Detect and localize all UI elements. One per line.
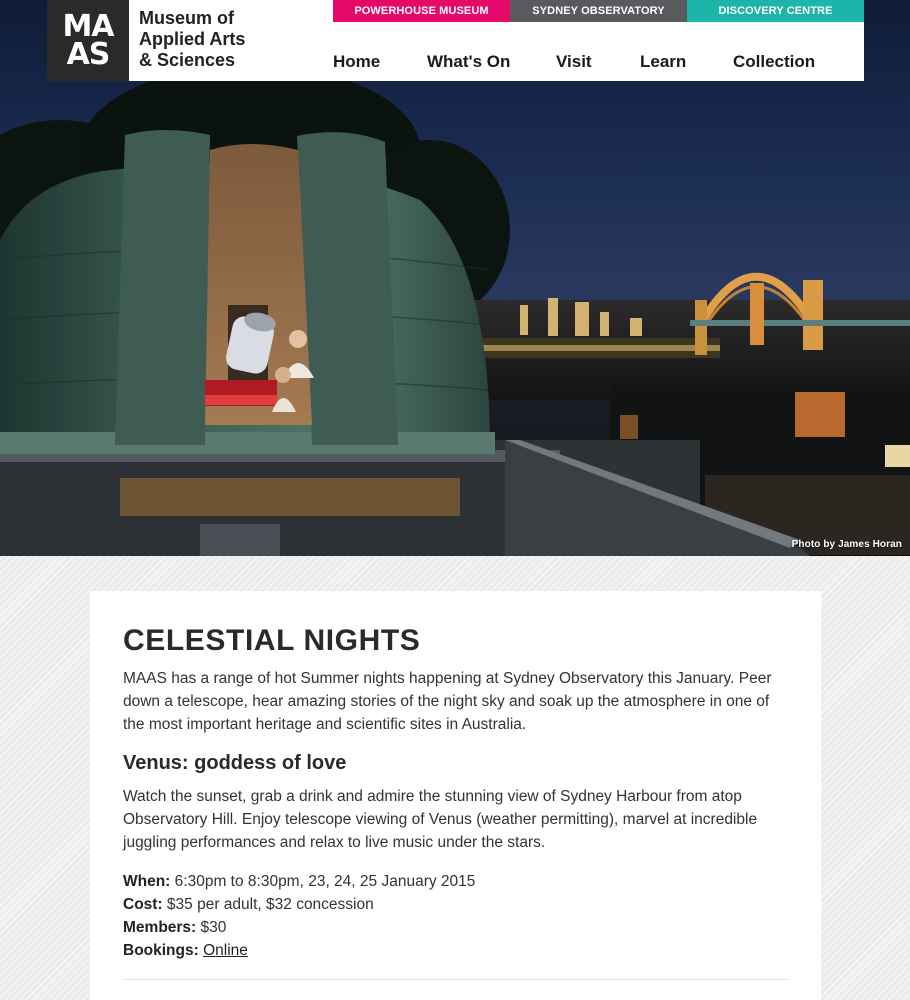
bookings-online-link[interactable]: Online bbox=[203, 942, 248, 959]
brand-line-1: Museum of bbox=[139, 8, 235, 28]
logo-mark-line1: MA bbox=[62, 8, 114, 44]
nav-visit[interactable]: Visit bbox=[556, 52, 592, 71]
cost-row bbox=[123, 893, 475, 916]
cost-value: $35 per adult, $32 concession bbox=[166, 896, 374, 913]
section-divider bbox=[123, 979, 788, 980]
sites-bar bbox=[333, 0, 864, 22]
when-value: 6:30pm to 8:30pm, 23, 24, 25 January 2015 bbox=[174, 873, 476, 890]
logo-mark-line2: AS bbox=[66, 36, 110, 72]
intro-paragraph: MAAS has a range of hot Summer nights happening at Sydney Observatory this January. Peer down a telescope, hear amazing stories of the night sky and soak up the atmosphere in one of the most important heritage and scientific sites in Australia. bbox=[123, 670, 772, 733]
event-details bbox=[123, 870, 475, 962]
site-tab-powerhouse-museum[interactable]: POWERHOUSE MUSEUM bbox=[333, 0, 510, 22]
photo-credit: Photo by James Horan bbox=[791, 539, 902, 550]
bookings-label: Bookings: bbox=[123, 942, 204, 959]
brand-line-3: & Sciences bbox=[139, 50, 236, 70]
brand-line-2: Applied Arts bbox=[139, 29, 246, 49]
event-description: Watch the sunset, grab a drink and admire the stunning view of Sydney Harbour from atop Observatory Hill. Enjoy telescope viewing of Venus (weather permitting), marvel at incredible juggling performances and relax to live music under the stars. bbox=[123, 788, 758, 851]
cost-label: Cost: bbox=[123, 896, 167, 913]
site-tab-sydney-observatory[interactable]: SYDNEY OBSERVATORY bbox=[510, 0, 687, 22]
members-label: Members: bbox=[123, 919, 201, 936]
article-card bbox=[90, 591, 821, 1000]
nav-collection[interactable]: Collection bbox=[733, 52, 816, 71]
nav-home[interactable]: Home bbox=[333, 52, 381, 71]
site-tab-discovery-centre[interactable]: DISCOVERY CENTRE bbox=[687, 0, 864, 22]
nav-learn[interactable]: Learn bbox=[640, 52, 687, 71]
bookings-row bbox=[123, 939, 475, 962]
when-label: When: bbox=[123, 873, 175, 890]
brand-name bbox=[139, 8, 245, 71]
main-nav bbox=[333, 22, 864, 81]
nav-whats-on[interactable]: What's On bbox=[427, 52, 511, 71]
maas-logo[interactable] bbox=[47, 0, 129, 81]
event-title: Venus: goddess of love bbox=[123, 752, 347, 774]
members-row bbox=[123, 916, 475, 939]
brand-panel[interactable] bbox=[129, 0, 333, 81]
members-value: $30 bbox=[200, 919, 227, 936]
when-row bbox=[123, 870, 475, 893]
page-title: CELESTIAL NIGHTS bbox=[123, 624, 421, 657]
